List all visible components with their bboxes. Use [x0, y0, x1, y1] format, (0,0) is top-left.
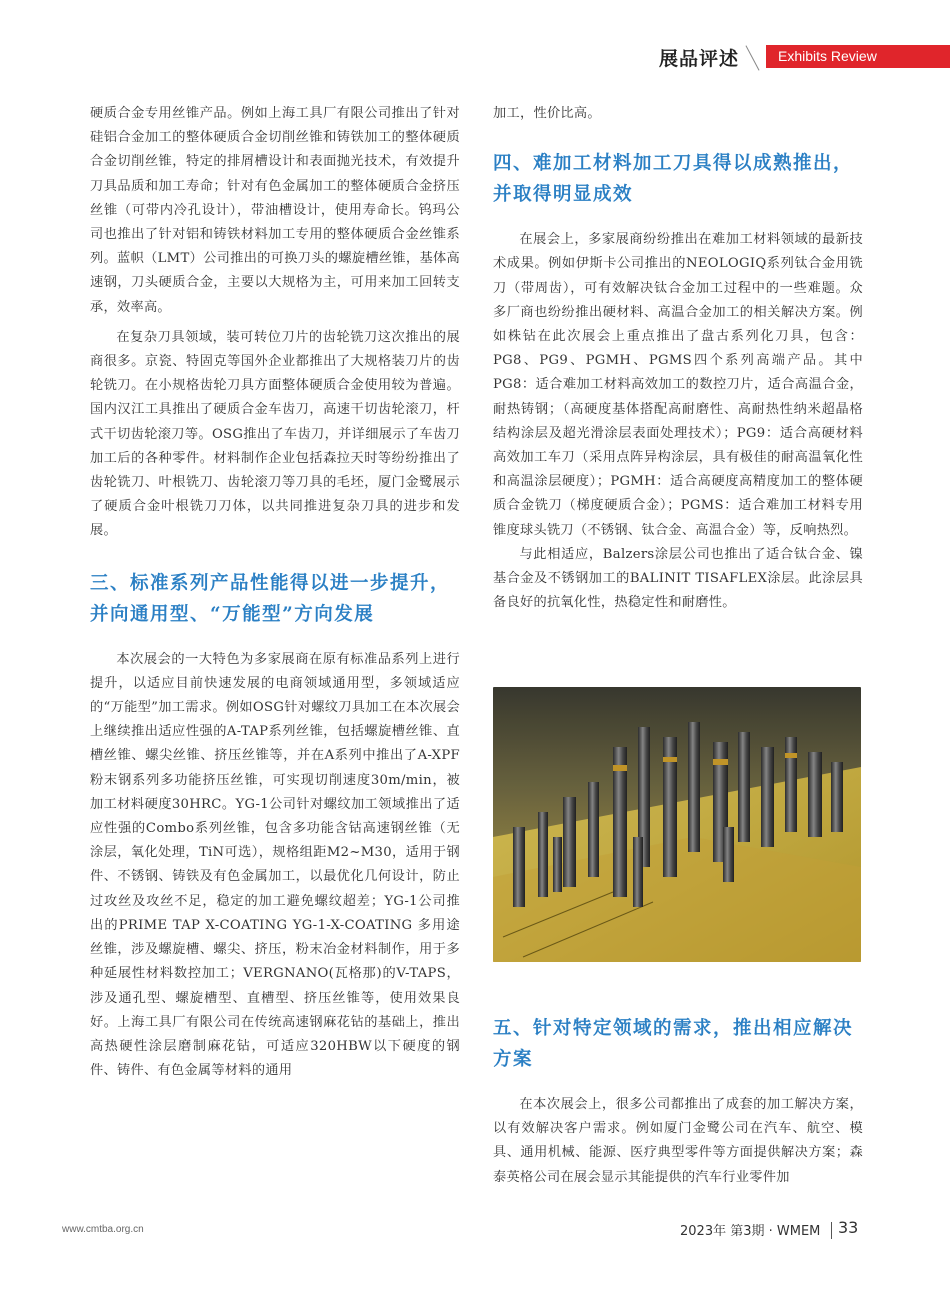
paragraph: 本次展会的一大特色为多家展商在原有标准品系列上进行提升，以适应目前快速发展的电商领域通用型，多领域适应的“万能型”加工需求。例如OSG针对螺纹刀具加工在本次展会上继续推出适应性强的A-TAP系列丝锥，包括螺旋槽丝锥、直槽丝锥、螺尖丝锥、挤压丝锥等，并在A系列中推出了A-XPF粉末钢系列多功能挤压丝锥，可实现切削速度30m/min，被加工材料硬度30HRC。YG-1公司针对螺纹加工领域推出了适应性强的Combo系列丝锥，包含多功能含钴高速钢丝锥（无涂层，氧化处理，TiN可选），规格组距M2~M30，适用于钢件、不锈钢、铸铁及有色金属加工，以最优化几何设计，防止过攻丝及攻丝不足，稳定的加工避免螺纹超差；YG-1公司推出的PRIME TAP X-COATING YG-1-X-COATING 多用途丝锥，涉及螺旋槽、螺尖、挤压，粉末冶金材料制作，用于多种延展性材料数控加工；VERGNANO(瓦格那)的V-TAPS，涉及通孔型、螺旋槽型、直槽型、挤压丝锥等，使用效果良好。上海工具厂有限公司在传统高速钢麻花钻的基础上，推出高热硬性涂层磨制麻花钻，可适应320HBW以下硬度的钢件、铸件、有色金属等材料的通用 [90, 651, 460, 1079]
section-heading-4: 四、难加工材料加工刀具得以成熟推出，并取得明显成效 [493, 153, 854, 206]
section-badge: Exhibits Review [766, 45, 950, 68]
section-heading-5: 五、针对特定领域的需求，推出相应解决方案 [493, 1018, 854, 1070]
exhibit-photo [493, 687, 861, 962]
paragraph: 在复杂刀具领域，装可转位刀片的齿轮铣刀这次推出的展商很多。京瓷、特固克等国外企业都推出了大规格装刀片的齿轮铣刀。在小规格齿轮刀具方面整体硬质合金使用较为普遍。国内汉江工具推出了硬质合金车齿刀，高速干切齿轮滚刀，杆式干切齿轮滚刀等。OSG推出了车齿刀，并详细展示了车齿刀加工后的各种零件。材料制作企业包括森拉天时等纷纷推出了齿轮铣刀、叶根铣刀、齿轮滚刀等刀具的毛坯，厦门金鹭展示了硬质合金叶根铣刀刀体，以共同推进复杂刀具的进步和发展。 [90, 329, 460, 539]
paragraph: 加工，性价比高。 [493, 106, 601, 121]
header-divider [745, 45, 759, 70]
paragraph: 在本次展会上，很多公司都推出了成套的加工解决方案，以有效解决客户需求。例如厦门金鹭公司在汽车、航空、模具、通用机械、能源、医疗典型零件等方面提供解决方案；森泰英格公司在展会显示其能提供的汽车行业零件加 [493, 1097, 863, 1185]
footer-divider [831, 1222, 832, 1239]
paragraph: 硬质合金专用丝锥产品。例如上海工具厂有限公司推出了针对硅铝合金加工的整体硬质合金切削丝锥和铸铁加工的整体硬质合金切削丝锥，特定的排屑槽设计和表面抛光技术，有效提升刀具品质和加工寿命；针对有色金属加工的整体硬质合金挤压丝锥（可带内冷孔设计），带油槽设计，使用寿命长。钨玛公司也推出了针对铝和铸铁材料加工专用的整体硬质合金丝锥系列。蓝帜（LMT）公司推出的可换刀头的螺旋槽丝锥，基体高速钢，刀头硬质合金，主要以大规格为主，可用来加工回转支承，效率高。 [90, 106, 460, 315]
paragraph: 与此相适应，Balzers涂层公司也推出了适合钛合金、镍基合金及不锈钢加工的BALINIT TISAFLEX涂层。此涂层具备良好的抗氧化性，热稳定性和耐磨性。 [493, 546, 863, 611]
page-number: 33 [838, 1218, 859, 1237]
right-column-lower [493, 1013, 863, 1190]
footer-url: www.cmtba.org.cn [62, 1224, 144, 1235]
left-column [90, 102, 460, 1083]
footer-issue: 2023年 第3期 · WMEM [680, 1224, 821, 1239]
paragraph: 在展会上，多家展商纷纷推出在难加工材料领域的最新技术成果。例如伊斯卡公司推出的NEOLOGIQ系列钛合金用铣刀（带周齿），可有效解决钛合金加工过程中的一些难题。众多厂商也纷纷推出硬材料、高温合金加工的相关解决方案。例如株钻在此次展会上重点推出了盘古系列化刀具，包含：PG8、PG9、PGMH、PGMS四个系列高端产品。其中PG8：适合难加工材料高效加工的数控刀片，适合高温合金，耐热铸钢；（高硬度基体搭配高耐磨性、高耐热性纳米超晶格结构涂层及超光滑涂层表面处理技术）；PG9：适合高硬材料高效加工车刀（采用点阵异构涂层，具有极佳的耐高温氧化性和高温涂层硬度）；PGMH：适合高硬度高精度加工的整体硬质合金铣刀（梯度硬质合金）；PGMS：适合难加工材料专用锥度球头铣刀（不锈钢、钛合金、高温合金）等，反响热烈。 [493, 232, 863, 538]
section-title: 展品评述 [659, 48, 740, 70]
right-column [493, 102, 863, 615]
section-heading-3: 三、标准系列产品性能得以进一步提升，并向通用型、“万能型”方向发展 [90, 572, 451, 625]
